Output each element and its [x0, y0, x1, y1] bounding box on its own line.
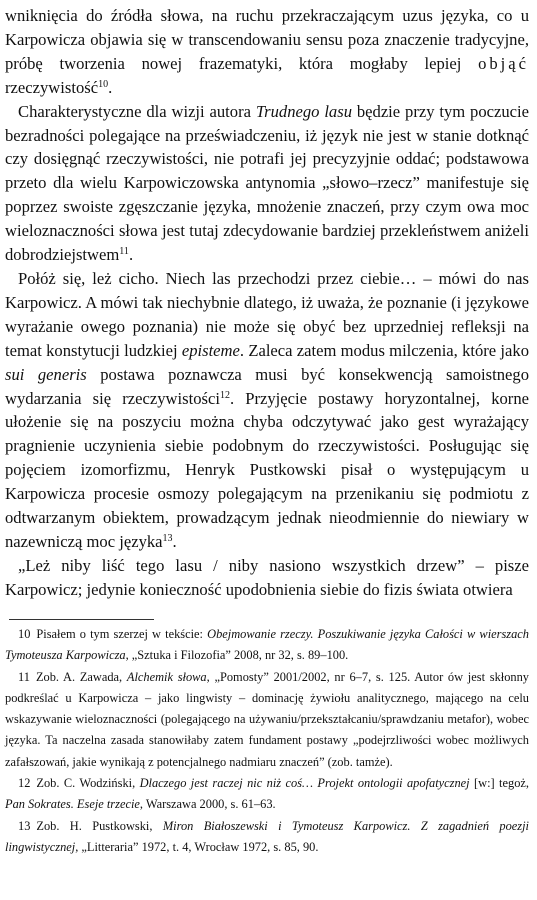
paragraph-1-tail: rzeczywistość [5, 77, 99, 97]
paragraph-1 [5, 4, 529, 100]
paragraph-2-end: . [128, 245, 134, 265]
footnote-title: Pan Sokrates. Eseje trzecie [5, 797, 140, 812]
paragraph-1-text: wniknięcia do źródła słowa, na ruchu przekraczającym uzus języka, co u Karpowicza objawia się w transcendowaniu sensu poza znaczenie tradycyjne, próbę tworzenia nowej frazematyki, która mogłaby lepiej [5, 6, 529, 73]
footnote-11 [5, 667, 529, 773]
italic-term-episteme: episteme [181, 340, 240, 360]
footnote-ref-13: 13 [162, 532, 173, 544]
footnote-number: 12 [18, 776, 31, 791]
footnote-title: Dlaczego jest raczej nic niż coś… Projekt ontologii apofatycznej [139, 776, 470, 791]
footnote-ref-11: 11 [119, 246, 129, 258]
paragraph-2 [5, 100, 529, 267]
footnote-13 [5, 816, 529, 859]
footnote-text: Zob. H. Pustkowski, [36, 818, 163, 833]
footnote-text: Pisałem o tym szerzej w tekście: [36, 627, 208, 641]
paragraph-3-end: . [172, 531, 177, 551]
footnote-text: , „Sztuka i Filozofia” 2008, nr 32, s. 89–100. [125, 648, 349, 663]
footnote-number: 13 [18, 818, 31, 833]
footnote-text: Zob. C. Wodziński, [36, 776, 140, 791]
footnote-number: 10 [18, 627, 31, 641]
footnote-number: 11 [18, 669, 30, 684]
spaced-word: objąć [478, 53, 529, 73]
footnote-divider [9, 619, 154, 620]
footnote-12 [5, 773, 529, 816]
paragraph-3-a: Połóż się, leż cicho. Niech las przechodzi przez ciebie… – mówi do nas Karpowicz. A mówi tak niechybnie dlatego, iż uważa, że poznanie (i językowe wyrażanie owego poznania) nie może się obyć bez uprzedniej refleksji na temat konstytucji ludzkiej [5, 268, 529, 360]
paragraph-1-end: . [108, 77, 113, 97]
footnote-title: Alchemik słowa [126, 669, 207, 684]
paragraph-2-b: będzie przy tym poczucie bezradności polegające na przeświadczeniu, iż język nie jest w stanie dotknąć czy dosięgnąć rzeczywistości, nie potrafi jej precyzyjnie oddać; podstawowa przeto dla wielu Karpowiczowska antynomia „słowo–rzecz” manifestuje się poprzez swoiste zgęszczanie języka, mnożenie znaczeń, przy czym owa moc wieloznaczności słowa jest tutaj zdecydowanie bardziej przekleństwem aniżeli dobrodziejstwem [5, 101, 530, 265]
paragraph-2-a: Charakterystyczne dla wizji autora [18, 101, 256, 121]
paragraph-3-d: . Przyjęcie postawy horyzontalnej, korne ułożenie się na poszyciu można chyba odczytywać jako gest wyrażający pragnienie uczynienia siebie podobnym do rzeczywistości. Posługując się pojęciem izomorfizmu, Henryk Pustkowski pisał o występującym u Karpowicza procesie osmozy polegającym na przenikaniu się podmiotu z odtwarzanym obiektem, prowadzącym jednak nieodmiennie do niewiary w nazewniczą moc języka [5, 388, 529, 551]
footnotes [5, 624, 529, 858]
footnote-title: Miron Białoszewski i Tymoteusz Karpowicz. Z zagadnień poezji lingwistycznej [5, 818, 529, 854]
footnote-text: , „Litteraria” 1972, t. 4, Wrocław 1972, s. 85, 90. [75, 839, 319, 854]
footnote-text: [w:] tegoż, [469, 776, 529, 791]
main-text [5, 4, 529, 602]
paragraph-4-text: „Leż niby liść tego lasu / niby nasiono wszystkich drzew” – pisze Karpowicz; jedynie konieczność upodobnienia siebie do fizis świata otwiera [5, 555, 529, 599]
italic-book-title: Trudnego lasu [255, 101, 352, 121]
footnote-10 [5, 624, 529, 667]
paragraph-3-c: postawa poznawcza musi być konsekwencją samoistnego wydarzania się rzeczywistości [5, 364, 529, 408]
footnote-title: Obejmowanie rzeczy. Poszukiwanie języka Całości w wierszach Tymoteusza Karpowicza [5, 627, 529, 663]
paragraph-3-b: . Zaleca zatem modus milczenia, które jako [239, 340, 529, 360]
footnote-text: , Warszawa 2000, s. 61–63. [139, 797, 276, 812]
footnote-ref-10: 10 [98, 78, 109, 90]
footnote-ref-12: 12 [219, 389, 230, 401]
italic-term-sui-generis: sui generis [5, 364, 87, 384]
footnote-text: , „Pomosty” 2001/2002, nr 6–7, s. 125. Autor ów jest skłonny podkreślać u Karpowicza – jako lingwisty – dominację żywiołu analitycznego, mającego na celu wskazywanie wieloznaczności (polegającego na używaniu/przekształcaniu/sprawdzaniu metafor), wobec języka. Ta naczelna zasada stanowiłaby zatem fundament postawy „podejrzliwości wobec możliwych zafałszowań, jakie wynikają z potencjalnego nadmiaru znaczeń” (zob. tamże). [5, 669, 529, 769]
paragraph-3 [5, 267, 529, 554]
footnote-text: Zob. A. Zawada, [35, 669, 127, 684]
paragraph-4 [5, 554, 529, 602]
